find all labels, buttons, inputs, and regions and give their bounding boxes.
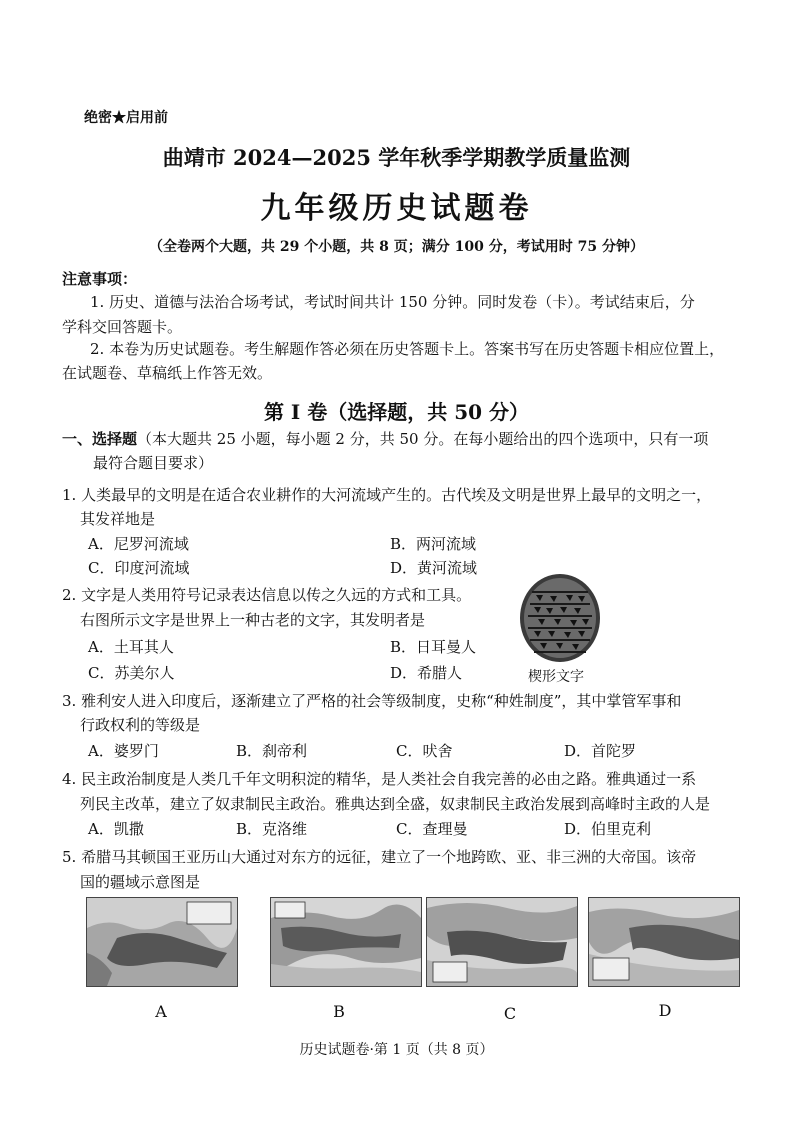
q3-stem-line-2: 行政权利的等级是 bbox=[80, 716, 201, 734]
q4-stem-line-2: 列民主改革，建立了奴隶制民主政治。雅典达到全盛，奴隶制民主政治发展到高峰时主政的人是 bbox=[80, 795, 711, 813]
q2-option-c: C．苏美尔人 bbox=[88, 664, 175, 682]
q2-stem-line-1: 2. 文字是人类用符号记录表达信息以传之久远的方式和工具。 bbox=[62, 586, 472, 604]
q1-option-c: C．印度河流域 bbox=[88, 559, 190, 577]
page-title: 九年级历史试题卷 bbox=[260, 191, 533, 226]
map-option-c-image bbox=[426, 897, 578, 987]
map-label-a: A bbox=[155, 1002, 167, 1021]
map-option-a-image bbox=[86, 897, 238, 987]
part-description-line-2: 最符合题目要求） bbox=[93, 454, 214, 472]
part-description: （本大题共 25 小题，每小题 2 分，共 50 分。在每小题给出的四个选项中，只有一项 bbox=[137, 430, 709, 448]
q1-option-d: D．黄河流域 bbox=[390, 559, 478, 577]
q3-option-c: C．吠舍 bbox=[396, 742, 453, 760]
q3-option-b: B．刹帝利 bbox=[236, 742, 308, 760]
notes-heading: 注意事项： bbox=[62, 270, 138, 288]
q3-option-d: D．首陀罗 bbox=[564, 742, 637, 760]
q4-option-b: B．克洛维 bbox=[236, 820, 308, 838]
q4-option-c: C．查理曼 bbox=[396, 820, 468, 838]
map-option-d-image bbox=[588, 897, 740, 987]
note-1-line-1: 1. 历史、道德与法治合场考试，考试时间共计 150 分钟。同时发卷（卡）。考试结束后，分 bbox=[90, 293, 695, 311]
page-footer: 历史试题卷·第 1 页（共 8 页） bbox=[299, 1042, 494, 1058]
q1-stem-line-1: 1. 人类最早的文明是在适合农业耕作的大河流域产生的。古代埃及文明是世界上最早的文明之一， bbox=[62, 486, 712, 504]
q2-option-b: B．日耳曼人 bbox=[390, 638, 477, 656]
q2-option-a: A．土耳其人 bbox=[88, 638, 174, 656]
part-label: 一、选择题 bbox=[62, 430, 138, 448]
cuneiform-tablet-image bbox=[516, 572, 604, 664]
note-2-line-2: 在试题卷、草稿纸上作答无效。 bbox=[62, 364, 273, 382]
q1-stem-line-2: 其发祥地是 bbox=[80, 510, 156, 528]
section-title: 第 I 卷（选择题，共 50 分） bbox=[263, 400, 530, 424]
tablet-caption: 楔形文字 bbox=[528, 669, 584, 685]
q3-option-a: A．婆罗门 bbox=[88, 742, 159, 760]
map-label-d: D bbox=[658, 1001, 672, 1020]
q4-option-d: D．伯里克利 bbox=[564, 820, 652, 838]
q2-option-d: D．希腊人 bbox=[390, 664, 463, 682]
exam-subtitle: （全卷两个大题，共 29 个小题，共 8 页；满分 100 分，考试用时 75 分钟） bbox=[149, 239, 644, 255]
q2-stem-line-2: 右图所示文字是世界上一种古老的文字，其发明者是 bbox=[80, 611, 426, 629]
map-label-b: B bbox=[333, 1002, 345, 1021]
q4-option-a: A．凯撒 bbox=[88, 820, 144, 838]
note-2-line-1: 2. 本卷为历史试题卷。考生解题作答必须在历史答题卡上。答案书写在历史答题卡相应位置上， bbox=[90, 340, 725, 358]
q5-stem-line-2: 国的疆域示意图是 bbox=[80, 873, 201, 891]
q3-stem-line-1: 3. 雅利安人进入印度后，逐渐建立了严格的社会等级制度，史称“种姓制度”，其中掌管军事和 bbox=[62, 692, 682, 710]
org-title: 曲靖市 2024—2025 学年秋季学期教学质量监测 bbox=[162, 145, 631, 170]
secret-label: 绝密★启用前 bbox=[84, 110, 168, 126]
map-label-c: C bbox=[503, 1004, 517, 1023]
q5-stem-line-1: 5. 希腊马其顿国王亚历山大通过对东方的远征，建立了一个地跨欧、亚、非三洲的大帝国。该帝 bbox=[62, 848, 697, 866]
q4-stem-line-1: 4. 民主政治制度是人类几千年文明积淀的精华，是人类社会自我完善的必由之路。雅典通过一系 bbox=[62, 770, 697, 788]
q1-option-b: B．两河流域 bbox=[390, 535, 477, 553]
map-option-b-image bbox=[270, 897, 422, 987]
note-1-line-2: 学科交回答题卡。 bbox=[62, 318, 183, 336]
q1-option-a: A．尼罗河流域 bbox=[88, 535, 189, 553]
